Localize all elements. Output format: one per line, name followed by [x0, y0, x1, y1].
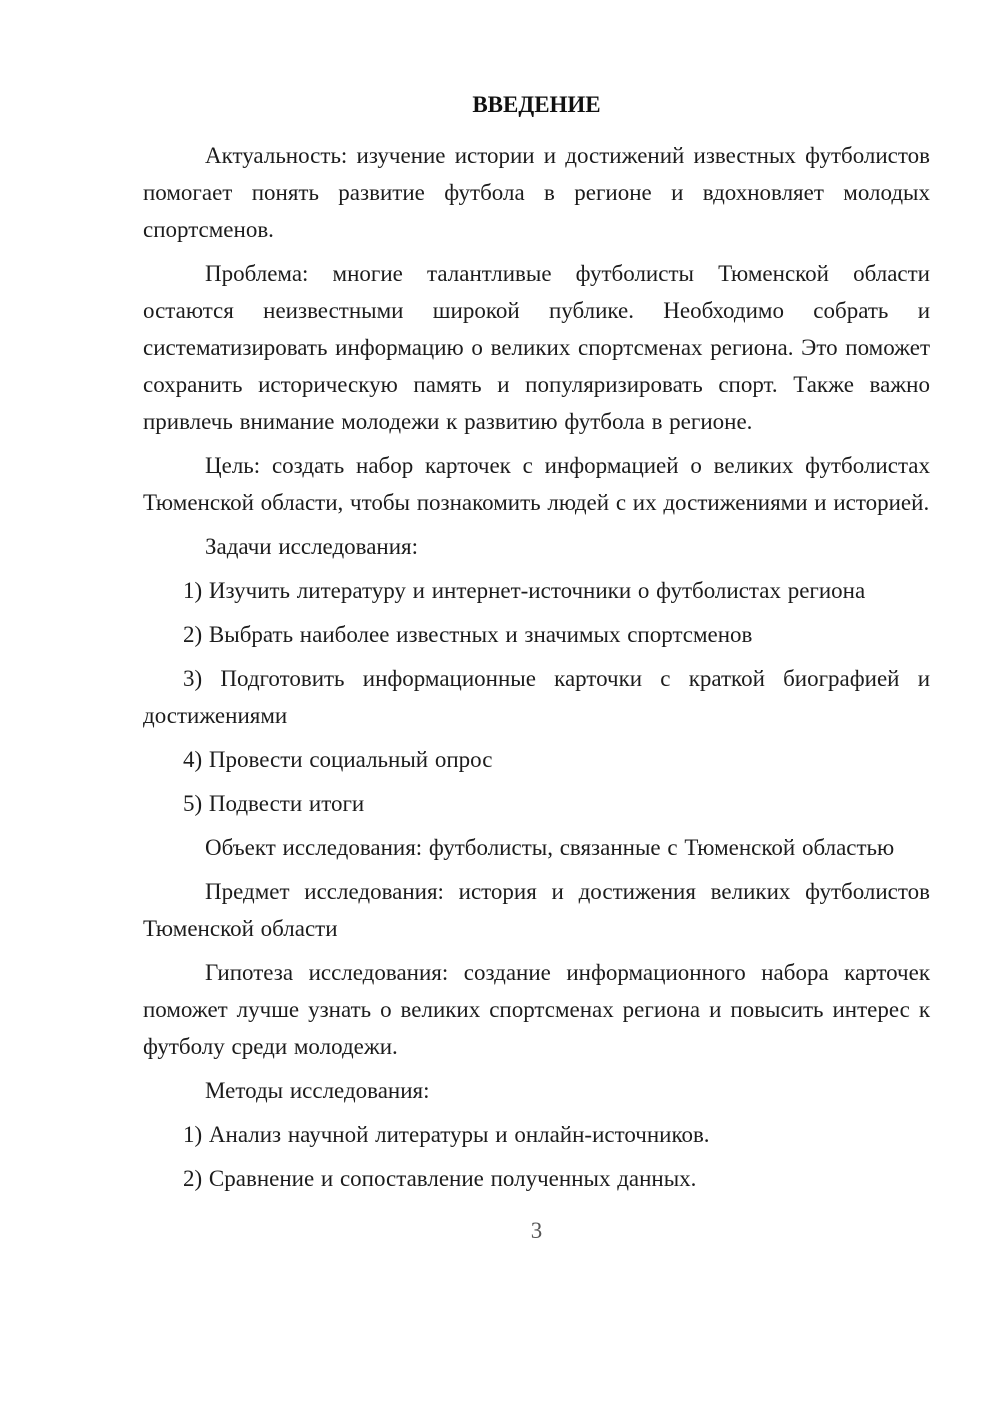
page-number: 3 [530, 1218, 543, 1243]
doc-paragraph: Объект исследования: футболисты, связанные с Тюменской областью [205, 835, 895, 860]
document-body [143, 137, 930, 1197]
doc-paragraph: Актуальность: изучение истории и достижений известных футболистов помогает понять развитие футбола в регионе и вдохновляет молодых спортсменов. [143, 143, 930, 242]
doc-paragraph: Проблема: многие талантливые футболисты Тюменской области остаются неизвестными широкой публике. Необходимо собрать и систематизировать информацию о великих спортсменах региона. Это поможет сохранить историческую память и популяризировать спорт. Также важно привлечь внимание молодежи к развитию футбола в регионе. [143, 261, 930, 434]
doc-paragraph: Гипотеза исследования: создание информационного набора карточек поможет лучше узнать о великих спортсменах региона и повысить интерес к футболу среди молодежи. [143, 960, 930, 1059]
doc-list-item: 1) Изучить литературу и интернет-источники о футболистах региона [183, 578, 866, 603]
doc-list-item: 2) Сравнение и сопоставление полученных данных. [183, 1166, 697, 1191]
doc-list-item: 5) Подвести итоги [183, 791, 365, 816]
doc-paragraph: Цель: создать набор карточек с информацией о великих футболистах Тюменской области, чтобы познакомить людей с их достижениями и историей. [143, 453, 930, 515]
doc-list-item: 2) Выбрать наиболее известных и значимых спортсменов [183, 622, 753, 647]
doc-list-item: 1) Анализ научной литературы и онлайн-источников. [183, 1122, 710, 1147]
doc-paragraph: Задачи исследования: [205, 534, 419, 559]
doc-paragraph: Методы исследования: [205, 1078, 430, 1103]
doc-list-item: 4) Провести социальный опрос [183, 747, 493, 772]
doc-paragraph: Предмет исследования: история и достижения великих футболистов Тюменской области [143, 879, 930, 941]
doc-list-item: 3) Подготовить информационные карточки с краткой биографией и достижениями [143, 666, 930, 728]
page-title: ВВЕДЕНИЕ [472, 92, 601, 117]
